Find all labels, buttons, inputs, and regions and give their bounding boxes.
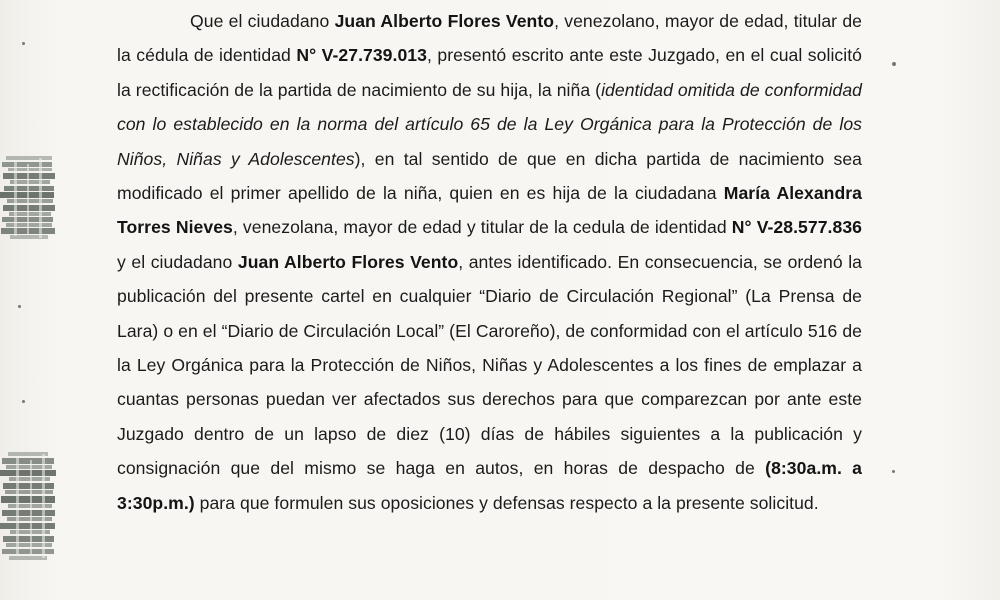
mother-id-number: N° V-28.577.836	[731, 217, 862, 238]
father-name: Juan Alberto Flores Vento	[334, 11, 555, 31]
scan-speck	[22, 400, 25, 403]
scan-speck	[892, 470, 895, 473]
text-segment: , presentó escrito ante este Juzgado, en el cual solicitó la rectificación de la partida de nacimiento de su hija, la niña (	[117, 45, 862, 100]
italic-legal-note: identidad omitida de conformidad con lo establecido en la norma del artículo 65 de la Ley Orgánica para la Protección de los Niños, Niñas y Adolescentes	[117, 79, 863, 169]
office-hours: (8:30a.m. a 3:30p.m.)	[117, 458, 863, 513]
scan-speck	[892, 62, 896, 66]
text-segment: y el ciudadano	[117, 251, 238, 272]
father-name-repeat: Juan Alberto Flores Vento	[237, 251, 459, 272]
mother-name: María Alexandra Torres Nieves	[117, 183, 862, 238]
stamp-mark-top	[0, 150, 58, 245]
text-segment: , antes identificado. En consecuencia, se ordenó la publicación del presente cartel en cualquier “Diario de Circulación Regional” (La Prensa de Lara) o en el “Diario de Circulación Local” (El Caroreño), de conformidad con el artículo 516 de la Ley Orgánica para la Protección de Niños, Niñas y Adolescentes a los fines de emplazar a cuantas personas puedan ver afectados sus derechos para que comparezcan por ante este Juzgado dentro de un lapso de diez (10) días de hábiles siguientes a la publicación y consignación que del mismo se haga en autos, en horas de despacho de	[117, 251, 863, 479]
father-id-number: N° V-27.739.013	[296, 45, 427, 66]
scan-speck	[22, 42, 25, 45]
text-segment: , venezolano, mayor de edad, titular de la cédula de identidad	[117, 11, 862, 66]
text-segment: para que formulen sus oposiciones y defensas respecto a la presente solicitud.	[194, 492, 819, 513]
text-segment: , venezolana, mayor de edad y titular de la cedula de identidad	[232, 217, 732, 238]
stamp-mark-bottom	[0, 448, 58, 566]
text-segment: Que el ciudadano	[190, 11, 335, 31]
scan-speck	[18, 305, 21, 308]
text-segment: ), en tal sentido de que en dicha partida de nacimiento sea modificado el primer apellido de la niña, quien en es hija de la ciudadana	[117, 148, 863, 204]
body-paragraph	[117, 4, 862, 520]
